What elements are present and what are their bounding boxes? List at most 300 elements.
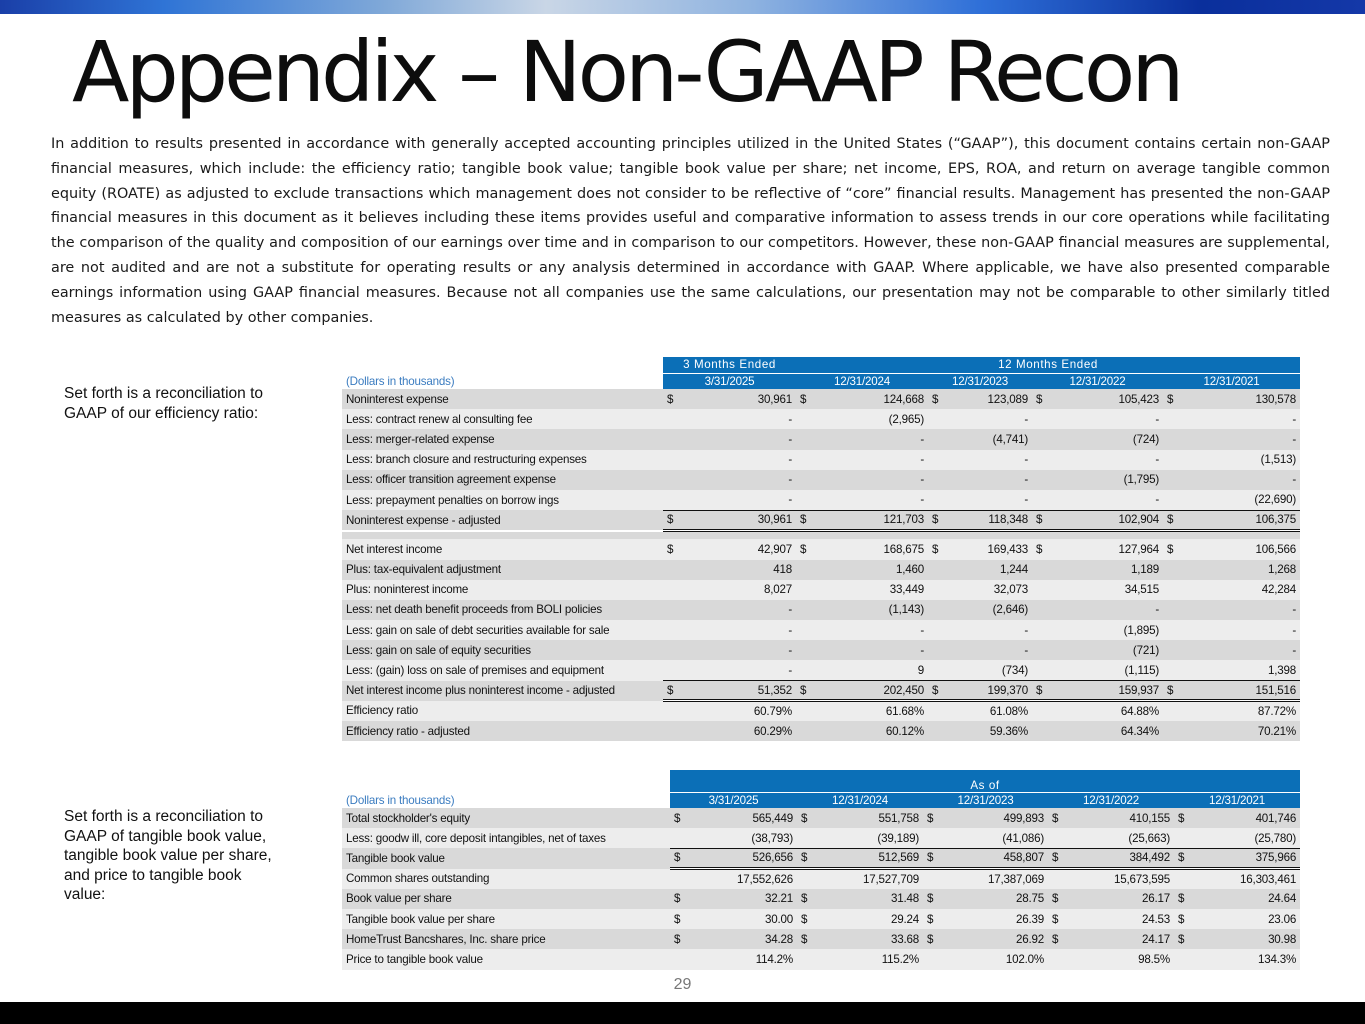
value-cell: - — [683, 450, 796, 470]
row-label: Plus: noninterest income — [342, 580, 663, 600]
value-cell: 512,569 — [817, 848, 923, 868]
row-label: Noninterest expense - adjusted — [342, 510, 663, 530]
currency-symbol: $ — [1163, 539, 1183, 559]
value-cell: (4,741) — [948, 429, 1032, 449]
currency-symbol — [1163, 620, 1183, 640]
currency-symbol — [796, 450, 816, 470]
value-cell: - — [1183, 640, 1300, 660]
currency-symbol — [796, 701, 816, 721]
column-header: 12/31/2021 — [1174, 792, 1300, 808]
currency-symbol: $ — [796, 389, 816, 409]
value-cell: - — [1183, 620, 1300, 640]
currency-symbol: $ — [797, 848, 817, 868]
intro-paragraph: In addition to results presented in accordance with generally accepted accounting principles utilized in the United States (“GAAP”), this document contains certain non-GAAP financial measures, which include: the efficiency ratio; tangible book value; tangible book value per share; net income, EPS, ROA, and return on average tangible common equity (ROATE) as adjusted to exclude transactions which management does not consider to be reflective of “core” financial results. Management has presented the non-GAAP financial measures in this document as it believes including these items provides useful and comparative information to assess trends in our core operations while facilitating the comparison of the quality and composition of our earnings over time and in comparison to our competitors. However, these non-GAAP financial measures are supplemental, are not audited and are not a substitute for operating results or any analysis determined in accordance with GAAP. Where applicable, we have also presented comparable earnings information using GAAP financial measures. Because not all companies use the same calculations, our presentation may not be comparable to other similarly titled measures as calculated by other companies. — [51, 136, 1330, 326]
tangible-side-note: Set forth is a reconciliation to GAAP of tangible book value, tangible book value per share, and price to tangible book value: — [64, 808, 272, 903]
value-cell: 118,348 — [948, 510, 1032, 530]
row-label: Tangible book value per share — [342, 909, 670, 929]
column-header: 3/31/2025 — [663, 373, 796, 389]
column-header: 12/31/2021 — [1163, 373, 1300, 389]
value-cell: 29.24 — [817, 909, 923, 929]
value-cell: 159,937 — [1052, 681, 1163, 701]
currency-symbol — [796, 429, 816, 449]
currency-symbol: $ — [1048, 848, 1068, 868]
value-cell: 51,352 — [683, 681, 796, 701]
value-cell: (724) — [1052, 429, 1163, 449]
currency-symbol: $ — [923, 929, 943, 949]
value-cell: 64.34% — [1052, 721, 1163, 741]
value-cell: 60.12% — [816, 721, 928, 741]
currency-symbol — [923, 869, 943, 889]
row-label: Less: net death benefit proceeds from BOLI policies — [342, 600, 663, 620]
currency-symbol — [797, 869, 817, 889]
value-cell: (39,189) — [817, 828, 923, 848]
value-cell: 168,675 — [816, 539, 928, 559]
currency-symbol: $ — [670, 929, 690, 949]
value-cell: (2,965) — [816, 409, 928, 429]
value-cell: 60.79% — [683, 701, 796, 721]
table-row — [342, 808, 1300, 828]
currency-symbol — [1032, 580, 1052, 600]
row-label: Net interest income plus noninterest income - adjusted — [342, 681, 663, 701]
row-label: Less: contract renew al consulting fee — [342, 409, 663, 429]
value-cell: 526,656 — [690, 848, 797, 868]
currency-symbol — [928, 450, 948, 470]
value-cell: - — [683, 429, 796, 449]
value-cell: 106,566 — [1183, 539, 1300, 559]
currency-symbol — [1163, 470, 1183, 490]
value-cell: - — [683, 600, 796, 620]
band-3-months: 3 Months Ended — [663, 357, 796, 373]
value-cell: 1,189 — [1052, 560, 1163, 580]
currency-symbol: $ — [1174, 909, 1194, 929]
table-row — [342, 539, 1300, 559]
value-cell: 127,964 — [1052, 539, 1163, 559]
table-row — [342, 889, 1300, 909]
value-cell: 130,578 — [1183, 389, 1300, 409]
currency-symbol — [796, 560, 816, 580]
currency-symbol — [1032, 701, 1052, 721]
value-cell: 458,807 — [943, 848, 1048, 868]
value-cell: 31.48 — [817, 889, 923, 909]
value-cell: 28.75 — [943, 889, 1048, 909]
currency-symbol — [928, 490, 948, 510]
row-label: HomeTrust Bancshares, Inc. share price — [342, 929, 670, 949]
value-cell: 30,961 — [683, 389, 796, 409]
band-header-row — [342, 357, 1300, 373]
table-row — [342, 389, 1300, 409]
currency-symbol — [1032, 620, 1052, 640]
currency-symbol: $ — [923, 848, 943, 868]
value-cell: 23.06 — [1194, 909, 1300, 929]
table-row — [342, 560, 1300, 580]
currency-symbol — [797, 828, 817, 848]
currency-symbol — [670, 949, 690, 969]
band-12-months: 12 Months Ended — [796, 357, 1300, 373]
currency-symbol: $ — [928, 510, 948, 530]
currency-symbol — [928, 470, 948, 490]
currency-symbol — [663, 429, 683, 449]
value-cell: 42,907 — [683, 539, 796, 559]
currency-symbol — [663, 701, 683, 721]
value-cell: - — [948, 450, 1032, 470]
column-header: 12/31/2023 — [923, 792, 1048, 808]
value-cell: 199,370 — [948, 681, 1032, 701]
value-cell: 26.17 — [1068, 889, 1174, 909]
band-as-of: As of — [670, 770, 1300, 792]
currency-symbol — [928, 600, 948, 620]
row-label: Less: officer transition agreement expense — [342, 470, 663, 490]
currency-symbol — [1048, 949, 1068, 969]
value-cell: - — [1052, 450, 1163, 470]
currency-symbol: $ — [663, 510, 683, 530]
currency-symbol: $ — [928, 389, 948, 409]
value-cell: 15,673,595 — [1068, 869, 1174, 889]
value-cell: - — [948, 620, 1032, 640]
value-cell: 87.72% — [1183, 701, 1300, 721]
row-label: Less: (gain) loss on sale of premises and equipment — [342, 660, 663, 680]
currency-symbol: $ — [928, 681, 948, 701]
value-cell: - — [816, 429, 928, 449]
currency-symbol: $ — [1032, 389, 1052, 409]
value-cell: 17,387,069 — [943, 869, 1048, 889]
value-cell: 551,758 — [817, 808, 923, 828]
band-header-row — [342, 770, 1300, 792]
value-cell: 151,516 — [1183, 681, 1300, 701]
currency-symbol — [928, 429, 948, 449]
currency-symbol — [670, 869, 690, 889]
value-cell: - — [948, 490, 1032, 510]
currency-symbol: $ — [797, 909, 817, 929]
table-row — [342, 580, 1300, 600]
value-cell: 124,668 — [816, 389, 928, 409]
table-row — [342, 429, 1300, 449]
row-label: Less: gain on sale of equity securities — [342, 640, 663, 660]
currency-symbol: $ — [1032, 539, 1052, 559]
currency-symbol: $ — [663, 681, 683, 701]
value-cell: 565,449 — [690, 808, 797, 828]
value-cell: - — [948, 640, 1032, 660]
value-cell: 375,966 — [1194, 848, 1300, 868]
value-cell: - — [816, 640, 928, 660]
value-cell: 202,450 — [816, 681, 928, 701]
efficiency-side-note: Set forth is a reconciliation to GAAP of our efficiency ratio: — [64, 385, 264, 422]
currency-symbol — [796, 640, 816, 660]
value-cell: 34.28 — [690, 929, 797, 949]
value-cell: - — [948, 470, 1032, 490]
currency-symbol: $ — [797, 808, 817, 828]
currency-symbol: $ — [1032, 510, 1052, 530]
tangible-book-value-table — [342, 770, 1300, 970]
currency-symbol: $ — [1174, 889, 1194, 909]
currency-symbol — [1032, 600, 1052, 620]
table-row — [342, 681, 1300, 701]
spacer-row — [342, 530, 1300, 539]
value-cell: (721) — [1052, 640, 1163, 660]
currency-symbol: $ — [1048, 909, 1068, 929]
row-label: Price to tangible book value — [342, 949, 670, 969]
currency-symbol: $ — [1174, 848, 1194, 868]
value-cell: - — [1052, 409, 1163, 429]
value-cell: 24.17 — [1068, 929, 1174, 949]
currency-symbol — [1032, 429, 1052, 449]
value-cell: 30.00 — [690, 909, 797, 929]
value-cell: 121,703 — [816, 510, 928, 530]
currency-symbol — [928, 560, 948, 580]
row-label: Net interest income — [342, 539, 663, 559]
value-cell: - — [1052, 600, 1163, 620]
value-cell: - — [816, 470, 928, 490]
value-cell: 17,552,626 — [690, 869, 797, 889]
value-cell: 401,746 — [1194, 808, 1300, 828]
currency-symbol — [1163, 450, 1183, 470]
currency-symbol — [1032, 450, 1052, 470]
value-cell: 102,904 — [1052, 510, 1163, 530]
value-cell: 1,268 — [1183, 560, 1300, 580]
row-label: Less: gain on sale of debt securities available for sale — [342, 620, 663, 640]
value-cell: 169,433 — [948, 539, 1032, 559]
value-cell: - — [683, 490, 796, 510]
currency-symbol — [1163, 721, 1183, 741]
currency-symbol — [663, 600, 683, 620]
currency-symbol — [663, 490, 683, 510]
value-cell: - — [683, 640, 796, 660]
currency-symbol — [1032, 409, 1052, 429]
currency-symbol — [1032, 560, 1052, 580]
value-cell: 24.53 — [1068, 909, 1174, 929]
column-header-row — [342, 373, 1300, 389]
value-cell: - — [1183, 470, 1300, 490]
currency-symbol — [663, 470, 683, 490]
currency-symbol: $ — [663, 539, 683, 559]
currency-symbol — [663, 620, 683, 640]
currency-symbol — [796, 600, 816, 620]
currency-symbol: $ — [1163, 389, 1183, 409]
currency-symbol — [796, 470, 816, 490]
currency-symbol — [1032, 640, 1052, 660]
table-row — [342, 909, 1300, 929]
row-label: Less: branch closure and restructuring expenses — [342, 450, 663, 470]
value-cell: - — [1183, 600, 1300, 620]
value-cell: (41,086) — [943, 828, 1048, 848]
value-cell: 105,423 — [1052, 389, 1163, 409]
currency-symbol — [1163, 640, 1183, 660]
table-row — [342, 470, 1300, 490]
value-cell: (25,663) — [1068, 828, 1174, 848]
currency-symbol: $ — [1048, 889, 1068, 909]
row-label: Tangible book value — [342, 848, 670, 868]
value-cell: 1,460 — [816, 560, 928, 580]
currency-symbol: $ — [670, 808, 690, 828]
currency-symbol — [663, 640, 683, 660]
value-cell: 30,961 — [683, 510, 796, 530]
units-label: (Dollars in thousands) — [342, 792, 670, 808]
row-label: Less: prepayment penalties on borrow ings — [342, 490, 663, 510]
value-cell: 26.39 — [943, 909, 1048, 929]
row-label: Less: merger-related expense — [342, 429, 663, 449]
currency-symbol: $ — [670, 889, 690, 909]
column-header: 12/31/2023 — [928, 373, 1032, 389]
currency-symbol — [1032, 470, 1052, 490]
currency-symbol — [1048, 869, 1068, 889]
value-cell: 1,244 — [948, 560, 1032, 580]
value-cell: 61.68% — [816, 701, 928, 721]
table-row — [342, 848, 1300, 868]
value-cell: 70.21% — [1183, 721, 1300, 741]
value-cell: - — [948, 409, 1032, 429]
value-cell: 1,398 — [1183, 660, 1300, 680]
currency-symbol — [928, 620, 948, 640]
value-cell: 26.92 — [943, 929, 1048, 949]
value-cell: (734) — [948, 660, 1032, 680]
table-row — [342, 450, 1300, 470]
page-title: Appendix – Non-GAAP Recon — [72, 23, 1181, 121]
bottom-black-bar — [0, 1002, 1365, 1024]
units-label: (Dollars in thousands) — [342, 373, 663, 389]
value-cell: 60.29% — [683, 721, 796, 741]
currency-symbol: $ — [1174, 808, 1194, 828]
value-cell: 16,303,461 — [1194, 869, 1300, 889]
currency-symbol — [1163, 600, 1183, 620]
table-row — [342, 510, 1300, 530]
row-label: Common shares outstanding — [342, 869, 670, 889]
currency-symbol — [796, 490, 816, 510]
table-row — [342, 660, 1300, 680]
table-row — [342, 869, 1300, 889]
value-cell: (1,513) — [1183, 450, 1300, 470]
page-number: 29 — [673, 976, 692, 993]
currency-symbol — [797, 949, 817, 969]
row-label: Less: goodw ill, core deposit intangibles, net of taxes — [342, 828, 670, 848]
value-cell: 8,027 — [683, 580, 796, 600]
value-cell: 123,089 — [948, 389, 1032, 409]
currency-symbol — [923, 828, 943, 848]
column-header: 12/31/2024 — [796, 373, 928, 389]
currency-symbol: $ — [923, 808, 943, 828]
currency-symbol — [663, 409, 683, 429]
currency-symbol — [1048, 828, 1068, 848]
currency-symbol — [1163, 660, 1183, 680]
currency-symbol — [1174, 828, 1194, 848]
currency-symbol: $ — [1163, 681, 1183, 701]
value-cell: - — [683, 470, 796, 490]
value-cell: - — [1183, 409, 1300, 429]
column-header: 12/31/2022 — [1048, 792, 1174, 808]
currency-symbol — [1163, 701, 1183, 721]
currency-symbol — [663, 450, 683, 470]
value-cell: 9 — [816, 660, 928, 680]
table-row — [342, 929, 1300, 949]
value-cell: 61.08% — [948, 701, 1032, 721]
value-cell: 34,515 — [1052, 580, 1163, 600]
value-cell: - — [1183, 429, 1300, 449]
row-label: Noninterest expense — [342, 389, 663, 409]
value-cell: 24.64 — [1194, 889, 1300, 909]
value-cell: 42,284 — [1183, 580, 1300, 600]
value-cell: - — [816, 620, 928, 640]
currency-symbol — [1163, 560, 1183, 580]
value-cell: (1,115) — [1052, 660, 1163, 680]
value-cell: 134.3% — [1194, 949, 1300, 969]
currency-symbol — [796, 721, 816, 741]
currency-symbol: $ — [1032, 681, 1052, 701]
currency-symbol: $ — [923, 889, 943, 909]
currency-symbol — [1174, 949, 1194, 969]
value-cell: (1,895) — [1052, 620, 1163, 640]
currency-symbol — [928, 640, 948, 660]
table-row — [342, 828, 1300, 848]
currency-symbol — [1163, 429, 1183, 449]
table-row — [342, 620, 1300, 640]
value-cell: (1,143) — [816, 600, 928, 620]
value-cell: 115.2% — [817, 949, 923, 969]
currency-symbol: $ — [1163, 510, 1183, 530]
currency-symbol: $ — [1048, 808, 1068, 828]
currency-symbol — [670, 828, 690, 848]
currency-symbol — [796, 409, 816, 429]
currency-symbol — [928, 701, 948, 721]
currency-symbol — [796, 660, 816, 680]
value-cell: 106,375 — [1183, 510, 1300, 530]
efficiency-ratio-table — [342, 357, 1300, 741]
value-cell: 33.68 — [817, 929, 923, 949]
currency-symbol: $ — [797, 889, 817, 909]
currency-symbol — [1163, 580, 1183, 600]
currency-symbol — [796, 620, 816, 640]
currency-symbol: $ — [1048, 929, 1068, 949]
value-cell: - — [816, 490, 928, 510]
value-cell: (22,690) — [1183, 490, 1300, 510]
value-cell: (38,793) — [690, 828, 797, 848]
top-gradient-bar — [0, 0, 1365, 14]
value-cell: 64.88% — [1052, 701, 1163, 721]
value-cell: 59.36% — [948, 721, 1032, 741]
currency-symbol: $ — [1174, 929, 1194, 949]
currency-symbol — [1032, 660, 1052, 680]
currency-symbol: $ — [796, 681, 816, 701]
column-header-row — [342, 792, 1300, 808]
value-cell: 114.2% — [690, 949, 797, 969]
value-cell: 98.5% — [1068, 949, 1174, 969]
row-label: Plus: tax-equivalent adjustment — [342, 560, 663, 580]
currency-symbol — [923, 949, 943, 969]
currency-symbol — [1163, 409, 1183, 429]
table-row — [342, 721, 1300, 741]
currency-symbol: $ — [923, 909, 943, 929]
value-cell: 30.98 — [1194, 929, 1300, 949]
value-cell: 32,073 — [948, 580, 1032, 600]
currency-symbol: $ — [797, 929, 817, 949]
value-cell: 499,893 — [943, 808, 1048, 828]
currency-symbol — [928, 721, 948, 741]
value-cell: 33,449 — [816, 580, 928, 600]
currency-symbol: $ — [670, 848, 690, 868]
value-cell: (25,780) — [1194, 828, 1300, 848]
currency-symbol — [796, 580, 816, 600]
value-cell: 102.0% — [943, 949, 1048, 969]
value-cell: - — [816, 450, 928, 470]
value-cell: 418 — [683, 560, 796, 580]
value-cell: - — [683, 409, 796, 429]
currency-symbol — [663, 721, 683, 741]
column-header: 12/31/2024 — [797, 792, 923, 808]
column-header: 3/31/2025 — [670, 792, 797, 808]
currency-symbol: $ — [796, 539, 816, 559]
currency-symbol — [928, 409, 948, 429]
currency-symbol — [1032, 490, 1052, 510]
value-cell: 17,527,709 — [817, 869, 923, 889]
currency-symbol: $ — [928, 539, 948, 559]
currency-symbol — [1032, 721, 1052, 741]
